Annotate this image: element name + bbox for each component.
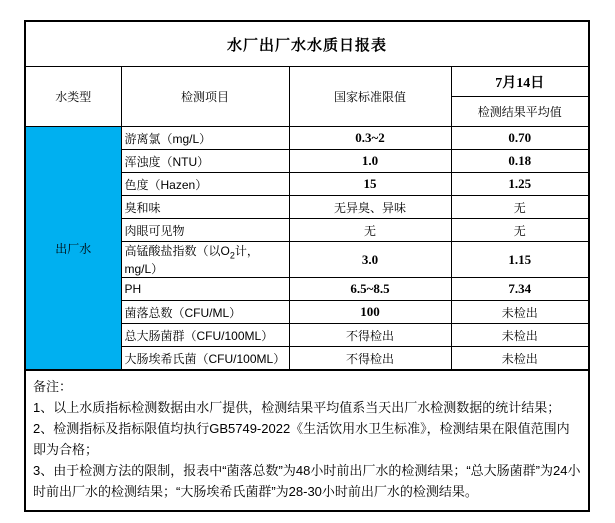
limit-cell: 6.5~8.5 <box>289 278 451 301</box>
limit-cell: 0.3~2 <box>289 127 451 150</box>
result-cell: 0.70 <box>451 127 589 150</box>
limit-cell: 无异臭、异味 <box>289 196 451 219</box>
header-date: 7月14日 <box>451 67 589 97</box>
result-cell: 无 <box>451 219 589 242</box>
note-line-2: 2、检测指标及指标限值均执行GB5749-2022《生活饮用水卫生标准》，检测结果在限值范围内即为合格； <box>33 421 570 458</box>
result-cell: 1.15 <box>451 242 589 278</box>
notes-label: 备注： <box>33 379 73 395</box>
result-cell: 1.25 <box>451 173 589 196</box>
limit-cell: 无 <box>289 219 451 242</box>
water-type-cell: 出厂水 <box>25 127 121 371</box>
limit-cell: 不得检出 <box>289 324 451 347</box>
water-quality-report <box>24 20 590 512</box>
report-title: 水厂出厂水水质日报表 <box>25 21 589 67</box>
result-cell: 0.18 <box>451 150 589 173</box>
result-cell: 未检出 <box>451 324 589 347</box>
header-avg-result: 检测结果平均值 <box>451 97 589 127</box>
limit-cell: 1.0 <box>289 150 451 173</box>
notes-row <box>25 370 589 511</box>
limit-cell: 3.0 <box>289 242 451 278</box>
header-row-1 <box>25 67 589 97</box>
limit-cell: 15 <box>289 173 451 196</box>
note-line-1: 1、以上水质指标检测数据由水厂提供，检测结果平均值系当天出厂水检测数据的统计结果； <box>33 400 561 416</box>
item-cell: 臭和味 <box>121 196 289 219</box>
item-cell: 高锰酸盐指数（以$O_2$计，mg/L） <box>121 242 289 278</box>
item-cell: 浑浊度（NTU） <box>121 150 289 173</box>
item-cell: 色度（Hazen） <box>121 173 289 196</box>
title-row <box>25 21 589 67</box>
result-cell: 未检出 <box>451 301 589 324</box>
result-cell: 无 <box>451 196 589 219</box>
item-cell: 大肠埃希氏菌（CFU/100ML） <box>121 347 289 371</box>
header-item: 检测项目 <box>121 67 289 127</box>
result-cell: 7.34 <box>451 278 589 301</box>
item-cell: 游离氯（mg/L） <box>121 127 289 150</box>
item-cell: 总大肠菌群（CFU/100ML） <box>121 324 289 347</box>
report-table <box>24 20 590 512</box>
table-row <box>25 127 589 150</box>
header-water-type: 水类型 <box>25 67 121 127</box>
item-cell: 菌落总数（CFU/ML） <box>121 301 289 324</box>
result-cell: 未检出 <box>451 347 589 371</box>
header-limit: 国家标准限值 <box>289 67 451 127</box>
note-line-3: 3、由于检测方法的限制，报表中“菌落总数”为48小时前出厂水的检测结果；“总大肠菌群”为24小时前出厂水的检测结果；“大肠埃希氏菌群”为28-30小时前出厂水的检测结果。 <box>33 463 581 500</box>
data-rows <box>25 127 589 371</box>
notes-cell <box>25 370 589 511</box>
item-cell: PH <box>121 278 289 301</box>
limit-cell: 100 <box>289 301 451 324</box>
limit-cell: 不得检出 <box>289 347 451 371</box>
item-cell: 肉眼可见物 <box>121 219 289 242</box>
